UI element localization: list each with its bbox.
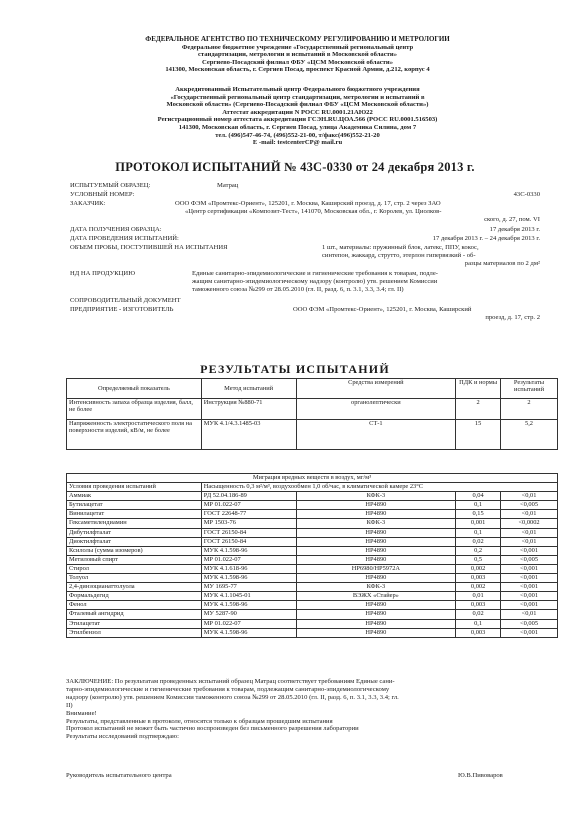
norm-cell: 0,003 xyxy=(456,601,501,610)
column-header: Метод испытаний xyxy=(201,379,296,399)
norm-cell: 0,002 xyxy=(456,564,501,573)
method-cell: МР 1503-76 xyxy=(201,519,296,528)
norm-cell: 0,1 xyxy=(456,501,501,510)
method-cell: МУК 4.1.598-96 xyxy=(201,628,296,637)
result-cell: <0,001 xyxy=(501,628,558,637)
lab-line: Аккредитованный Испытательный центр Федерального бюджетного учреждения xyxy=(175,86,420,93)
method-cell: ГОСТ 22648-77 xyxy=(201,510,296,519)
substance-cell: Фенол xyxy=(67,601,202,610)
substance-cell: Бутилацетат xyxy=(67,501,202,510)
result-cell: <0,005 xyxy=(501,619,558,628)
method-cell: МР 01.022-07 xyxy=(201,501,296,510)
method-cell: МР 01.022-07 xyxy=(201,555,296,564)
norm-cell: 0,01 xyxy=(456,592,501,601)
result-cell: <0,001 xyxy=(501,592,558,601)
customer-value: ского, д. 27, пом. VI xyxy=(484,216,540,223)
column-header: Средства измерений xyxy=(296,379,456,399)
lab-line: тел. (496)547-46-74, (496)552-21-00, т/факс(496)552-21-20 xyxy=(215,131,380,139)
substance-cell: Аммиак xyxy=(67,492,202,501)
instrument-cell: ВЭЖХ «Стайер» xyxy=(296,592,456,601)
instrument-cell: HP4890 xyxy=(296,510,456,519)
result-cell: <0,005 xyxy=(501,555,558,564)
lab-line: «Государственный региональный центр стандартизации, метрологии и испытаний в xyxy=(170,93,425,101)
instrument-cell: HP4890 xyxy=(296,501,456,510)
received-date-label: ДАТА ПОЛУЧЕНИЯ ОБРАЗЦА: xyxy=(70,226,162,233)
substance-cell: Этилбензол xyxy=(67,628,202,637)
lab-line: Московской области» (Сергиево-Посадский филиал ФБУ «ЦСМ Московской области») xyxy=(166,101,429,109)
result-cell: <0,01 xyxy=(501,492,558,501)
column-header: Определяемый показатель xyxy=(67,379,202,399)
customer-value: ООО ФЭМ «Промтекс-Ориент», 125201, г. Москва, Каширский проезд, д. 17, стр. 2 через ЗАО xyxy=(175,200,441,207)
header-line: Федеральное бюджетное учреждение «Государственный региональный центр xyxy=(181,43,414,51)
table-row xyxy=(67,519,558,528)
method-cell: МР 01.022-07 xyxy=(201,619,296,628)
instrument-cell: органолептически xyxy=(296,399,456,420)
instrument-cell: HP4890 xyxy=(296,555,456,564)
table-row xyxy=(67,510,558,519)
testing-date-label: ДАТА ПРОВЕДЕНИЯ ИСПЫТАНИЙ: xyxy=(70,235,179,242)
result-cell: <0,01 xyxy=(501,510,558,519)
sample-label: ИСПЫТУЕМЫЙ ОБРАЗЕЦ: xyxy=(70,182,151,189)
table-row xyxy=(67,574,558,583)
sample-value: Матрац xyxy=(217,182,239,189)
norm-cell: 0,5 xyxy=(456,555,501,564)
instrument-cell: HP4890 xyxy=(296,546,456,555)
manufacturer-value: ООО ФЭМ «Промтекс-Ориент», 125201, г. Москва, Каширский xyxy=(293,306,472,313)
norm-cell: 2 xyxy=(456,399,501,420)
head-name: Ю.В.Пивоваров xyxy=(458,772,503,779)
substance-cell: 2,4-динзоцианаттолуола xyxy=(67,583,202,592)
conclusion xyxy=(66,678,560,741)
substance-cell: Диоктилфталат xyxy=(67,537,202,546)
lab-line: Регистрационный номер аттестата аккредитации ГСЭН.RU.ЦОА.566 (РОСС RU.0001.516503) xyxy=(157,116,438,124)
substance-cell: Фталевый ангидрид xyxy=(67,610,202,619)
instrument-cell: HP6980/HP5972А xyxy=(296,564,456,573)
substance-cell: Этилацетат xyxy=(67,619,202,628)
conclusion-line: Внимание! xyxy=(66,709,97,717)
instrument-cell: HP4890 xyxy=(296,628,456,637)
norm-cell: 0,15 xyxy=(456,510,501,519)
indicator-cell: Интенсивность запаха образца изделия, балл, не более xyxy=(67,399,202,420)
header-line: 141300, Московская область, г. Сергиев Посад, проспект Красной Армии, д.212, корпус 4 xyxy=(165,66,430,74)
lab-header xyxy=(60,86,535,147)
accompanying-doc-label: СОПРОВОДИТЕЛЬНЫЙ ДОКУМЕНТ xyxy=(70,297,181,304)
header-line: Сергиево-Посадский филиал ФБУ «ЦСМ Московской области» xyxy=(201,58,394,66)
testing-date-value: 17 декабря 2013 г. – 24 декабря 2013 г. xyxy=(432,235,540,242)
norm-cell: 0,002 xyxy=(456,583,501,592)
results-table xyxy=(66,378,558,450)
table-row xyxy=(67,492,558,501)
table-row xyxy=(67,564,558,573)
sample-volume-value: разцы материалов по 2 дм² xyxy=(464,260,540,267)
column-header: ПДК и нормы xyxy=(456,379,501,399)
instrument-cell: HP4890 xyxy=(296,528,456,537)
result-cell: 2 xyxy=(501,399,558,420)
result-cell: <0,001 xyxy=(501,601,558,610)
table-row xyxy=(67,399,558,420)
substance-cell: Гексаметилендиамин xyxy=(67,519,202,528)
conclusion-line: Результаты, представленные в протоколе, относятся только к образцам прошедшим испытания xyxy=(66,717,333,725)
conclusion-line: надзору (контролю) утв. решением Комиссии таможенного союза №299 от 28.05.2010 (гл. II, разд. 6, п. 3.1, 3.3, 3.4; гл. xyxy=(66,693,399,701)
conditions-value: Насыщенность 0,3 м²/м³, воздухообмен 1,0 об/час, в климатической камере 23°С xyxy=(201,483,557,492)
method-cell: МУК 4.1.1045-01 xyxy=(201,592,296,601)
signature-block xyxy=(66,772,560,779)
norm-cell: 0,2 xyxy=(456,546,501,555)
result-cell: <0,01 xyxy=(501,537,558,546)
instrument-cell: СТ-1 xyxy=(296,420,456,450)
substance-cell: Стирол xyxy=(67,564,202,573)
substance-cell: Ксилолы (сумма изомеров) xyxy=(67,546,202,555)
conclusion-line: Результаты исследований подтверждаю: xyxy=(66,733,179,741)
conditions-label: Условия проведения испытаний xyxy=(67,483,202,492)
instrument-cell: HP4890 xyxy=(296,619,456,628)
number-value: 43С-0330 xyxy=(513,191,540,198)
table-row xyxy=(67,537,558,546)
instrument-cell: КФК-3 xyxy=(296,583,456,592)
table-row xyxy=(67,619,558,628)
norm-cell: 0,001 xyxy=(456,519,501,528)
sample-volume-value: синтепон, жаккард, струтто, этерлон гипервязкий - об- xyxy=(322,252,476,259)
instrument-cell: HP4890 xyxy=(296,601,456,610)
table-row xyxy=(67,601,558,610)
result-cell: <0,0002 xyxy=(501,519,558,528)
manufacturer-label: ПРЕДПРИЯТИЕ - ИЗГОТОВИТЕЛЬ xyxy=(70,306,174,313)
migration-table xyxy=(66,473,558,638)
conclusion-line: ЗАКЛЮЧЕНИЕ: По результатам проведенных испытаний образец Матрац соответствует требованиям Единые сани- xyxy=(66,678,395,685)
norm-cell: 0,04 xyxy=(456,492,501,501)
table-row xyxy=(67,555,558,564)
lab-line: Аттестат аккредитации N РОСС RU.0001.21АЮ22 xyxy=(222,108,373,116)
agency-header xyxy=(60,36,535,74)
conclusion-line: II) xyxy=(66,701,73,709)
method-cell: МУК 4.1.598-96 xyxy=(201,546,296,555)
instrument-cell: КФК-3 xyxy=(296,492,456,501)
norm-cell: 15 xyxy=(456,420,501,450)
norm-cell: 0,1 xyxy=(456,619,501,628)
sample-volume-value: 1 шт., материалы: пружинный блок, латекс, ППУ, кокос, xyxy=(322,244,479,251)
method-cell: МУК 4.1.618-96 xyxy=(201,564,296,573)
substance-cell: Винилацетат xyxy=(67,510,202,519)
result-cell: <0,005 xyxy=(501,501,558,510)
method-cell: МУК 4.1.598-96 xyxy=(201,574,296,583)
result-cell: <0,001 xyxy=(501,546,558,555)
nd-value: Единые санитарно-эпидемиологические и гигиенические требования к товарам, подле- xyxy=(192,270,438,277)
conclusion-line: Протокол испытаний не может быть частично воспроизведен без письменного разрешения лаборатории xyxy=(66,725,359,733)
method-cell: МУК 4.1.598-96 xyxy=(201,601,296,610)
method-cell: МУК 4.1/4.3.1485-03 xyxy=(201,420,296,450)
customer-label: ЗАКАЗЧИК: xyxy=(70,200,106,207)
substance-cell: Формальдегид xyxy=(67,592,202,601)
table-row xyxy=(67,420,558,450)
table-row xyxy=(67,528,558,537)
result-cell: <0,001 xyxy=(501,564,558,573)
instrument-cell: HP4890 xyxy=(296,574,456,583)
lab-line: 141300, Московская область, г. Сергиев Посад, улица Академика Силина, дом 7 xyxy=(178,123,417,131)
table-row xyxy=(67,501,558,510)
method-cell: Инструкция №880-71 xyxy=(201,399,296,420)
method-cell: ГОСТ 26150-84 xyxy=(201,528,296,537)
header-line: ФЕДЕРАЛЬНОЕ АГЕНТСТВО ПО ТЕХНИЧЕСКОМУ РЕГУЛИРОВАНИЮ И МЕТРОЛОГИИ xyxy=(145,35,450,43)
instrument-cell: HP4890 xyxy=(296,537,456,546)
protocol-title: ПРОТОКОЛ ИСПЫТАНИЙ № 43С-0330 от 24 декабря 2013 г. xyxy=(115,160,475,174)
instrument-cell: HP4890 xyxy=(296,610,456,619)
instrument-cell: КФК-3 xyxy=(296,519,456,528)
result-cell: 5,2 xyxy=(501,420,558,450)
method-cell: МУ 5287-90 xyxy=(201,610,296,619)
table-row xyxy=(67,592,558,601)
method-cell: РД 52.04.186-89 xyxy=(201,492,296,501)
received-date-value: 17 декабря 2013 г. xyxy=(489,226,540,233)
norm-cell: 0,1 xyxy=(456,528,501,537)
table-row xyxy=(67,583,558,592)
manufacturer-value: проезд, д. 17, стр. 2 xyxy=(485,314,540,321)
header-line: стандартизации, метрологии и испытаний в Московской области» xyxy=(198,51,397,59)
norm-cell: 0,003 xyxy=(456,574,501,583)
nd-value: таможенного союза №299 от 28.05.2010 (гл. II, разд. 6, п. 3.1, 3.3, 3.4; гл. II) xyxy=(192,286,404,293)
norm-cell: 0,02 xyxy=(456,537,501,546)
norm-cell: 0,02 xyxy=(456,610,501,619)
lab-line: E -mail: testcenterCP@ mail.ru xyxy=(252,139,343,147)
method-cell: ГОСТ 26150-84 xyxy=(201,537,296,546)
norm-cell: 0,003 xyxy=(456,628,501,637)
result-cell: <0,001 xyxy=(501,583,558,592)
substance-cell: Метиловый спирт xyxy=(67,555,202,564)
column-header: Результаты испытаний xyxy=(501,379,558,399)
head-label: Руководитель испытательного центра xyxy=(66,772,172,779)
substance-cell: Дибутилфталат xyxy=(67,528,202,537)
migration-section-title: Миграция вредных веществ в воздух, мг/м³ xyxy=(67,474,558,483)
result-cell: <0,01 xyxy=(501,610,558,619)
conclusion-line: тарно-эпидемиологические и гигиенические требования к товарам, подлежащим санитарно-эпидемиологическому xyxy=(66,685,390,693)
result-cell: <0,001 xyxy=(501,574,558,583)
table-row xyxy=(67,628,558,637)
number-label: УСЛОВНЫЙ НОМЕР: xyxy=(70,191,135,198)
customer-value: «Центр сертификации «Композит-Тест», 141070, Московская обл., г. Королев, ул. Циолков- xyxy=(185,208,442,215)
sample-volume-label: ОБЪЕМ ПРОБЫ, ПОСТУПИВШЕЙ НА ИСПЫТАНИЯ xyxy=(70,244,228,251)
table-row xyxy=(67,546,558,555)
results-title: РЕЗУЛЬТАТЫ ИСПЫТАНИЙ xyxy=(200,362,390,376)
nd-label: НД НА ПРОДУКЦИЮ xyxy=(70,270,135,277)
indicator-cell: Напряженность электростатического поля на поверхности изделий, кВ/м, не более xyxy=(67,420,202,450)
method-cell: МУ 1695-77 xyxy=(201,583,296,592)
nd-value: жащим санитарно-эпидемиологическому надзору (контролю) утв. решением Комиссии xyxy=(192,278,438,285)
substance-cell: Толуол xyxy=(67,574,202,583)
result-cell: <0,01 xyxy=(501,528,558,537)
table-row xyxy=(67,610,558,619)
